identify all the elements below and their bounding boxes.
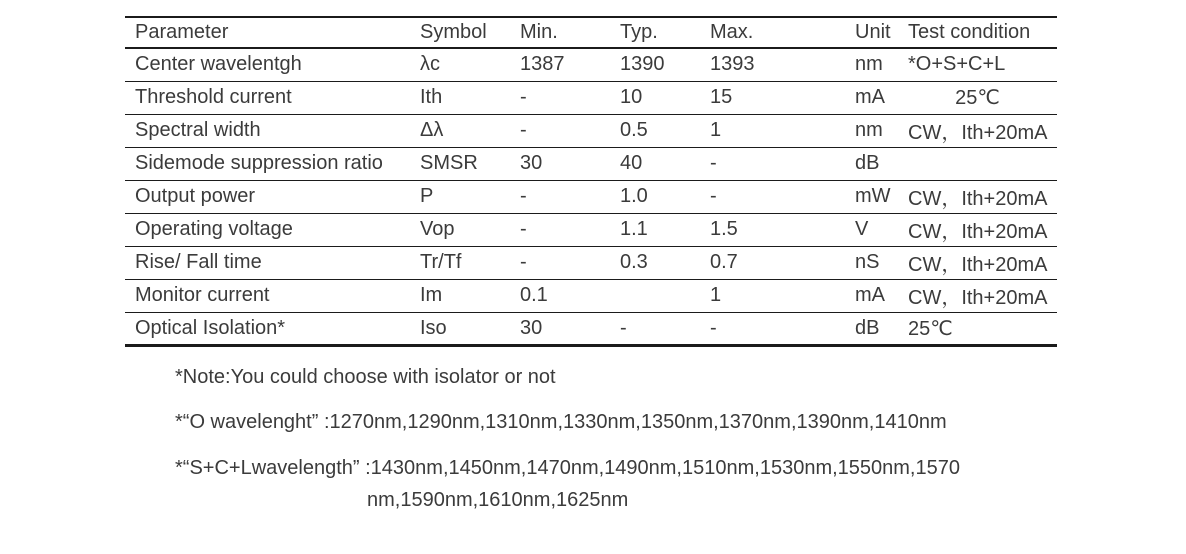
cell-unit: nm (845, 114, 898, 147)
col-header-parameter: Parameter (125, 17, 410, 48)
cell-max: 15 (700, 81, 845, 114)
cell-unit: dB (845, 147, 898, 180)
cell-parameter: Output power (125, 180, 410, 213)
cell-test-condition: *O+S+C+L (898, 48, 1057, 81)
cell-min: - (510, 114, 610, 147)
cell-typ: 0.3 (610, 246, 700, 279)
col-header-min: Min. (510, 17, 610, 48)
cell-max: - (700, 312, 845, 345)
note-isolator: *Note:You could choose with isolator or not (175, 366, 556, 388)
cell-parameter: Threshold current (125, 81, 410, 114)
cell-max: 1 (700, 114, 845, 147)
cell-parameter: Spectral width (125, 114, 410, 147)
cell-symbol: Δλ (410, 114, 510, 147)
cell-min: - (510, 246, 610, 279)
cell-typ: 10 (610, 81, 700, 114)
cell-test-condition: 25℃ (898, 81, 1057, 114)
table-row (125, 312, 1057, 345)
cell-symbol: Im (410, 279, 510, 312)
cell-parameter: Rise/ Fall time (125, 246, 410, 279)
cell-unit: mW (845, 180, 898, 213)
cell-parameter: Optical Isolation* (125, 312, 410, 345)
col-header-unit: Unit (845, 17, 898, 48)
cell-symbol: P (410, 180, 510, 213)
col-header-symbol: Symbol (410, 17, 510, 48)
cell-max: 1.5 (700, 213, 845, 246)
cell-unit: mA (845, 81, 898, 114)
cell-symbol: Vop (410, 213, 510, 246)
spec-table (125, 16, 1057, 347)
cell-max: 1393 (700, 48, 845, 81)
table-row (125, 180, 1057, 213)
cell-typ: 1390 (610, 48, 700, 81)
note-o-wavelength: *“O wavelenght” :1270nm,1290nm,1310nm,1330nm,1350nm,1370nm,1390nm,1410nm (175, 411, 947, 433)
note-scl-wavelength: *“S+C+Lwavelength” :1430nm,1450nm,1470nm,1490nm,1510nm,1530nm,1550nm,1570 (175, 457, 960, 479)
cell-test-condition: CW，Ith+20mA (898, 246, 1057, 279)
table-row (125, 246, 1057, 279)
cell-unit: V (845, 213, 898, 246)
table-row (125, 114, 1057, 147)
cell-symbol: Ith (410, 81, 510, 114)
cell-test-condition: 25℃ (898, 312, 1057, 345)
col-header-test-condition: Test condition (898, 17, 1057, 48)
cell-max: - (700, 147, 845, 180)
cell-symbol: Iso (410, 312, 510, 345)
cell-unit: nm (845, 48, 898, 81)
cell-max: 1 (700, 279, 845, 312)
table-row (125, 81, 1057, 114)
cell-typ: - (610, 312, 700, 345)
table-header-row (125, 17, 1057, 48)
cell-typ: 0.5 (610, 114, 700, 147)
cell-min: - (510, 213, 610, 246)
cell-max: - (700, 180, 845, 213)
spec-table-body (125, 48, 1057, 345)
cell-test-condition: CW，Ith+20mA (898, 279, 1057, 312)
cell-parameter: Center wavelentgh (125, 48, 410, 81)
cell-symbol: Tr/Tf (410, 246, 510, 279)
col-header-typ: Typ. (610, 17, 700, 48)
cell-min: 30 (510, 147, 610, 180)
cell-parameter: Monitor current (125, 279, 410, 312)
cell-parameter: Sidemode suppression ratio (125, 147, 410, 180)
cell-test-condition: CW，Ith+20mA (898, 114, 1057, 147)
table-row (125, 147, 1057, 180)
cell-typ (610, 279, 700, 312)
cell-min: - (510, 180, 610, 213)
col-header-max: Max. (700, 17, 845, 48)
note-scl-wavelength-wrap: nm,1590nm,1610nm,1625nm (367, 489, 629, 511)
cell-unit: mA (845, 279, 898, 312)
cell-test-condition: CW，Ith+20mA (898, 213, 1057, 246)
cell-parameter: Operating voltage (125, 213, 410, 246)
cell-typ: 40 (610, 147, 700, 180)
cell-typ: 1.1 (610, 213, 700, 246)
cell-unit: dB (845, 312, 898, 345)
cell-symbol: SMSR (410, 147, 510, 180)
cell-min: 1387 (510, 48, 610, 81)
cell-min: 0.1 (510, 279, 610, 312)
table-row (125, 213, 1057, 246)
cell-test-condition (898, 147, 1057, 180)
table-row (125, 279, 1057, 312)
cell-test-condition: CW，Ith+20mA (898, 180, 1057, 213)
cell-symbol: λc (410, 48, 510, 81)
cell-min: - (510, 81, 610, 114)
table-row (125, 48, 1057, 81)
cell-typ: 1.0 (610, 180, 700, 213)
cell-unit: nS (845, 246, 898, 279)
cell-min: 30 (510, 312, 610, 345)
cell-max: 0.7 (700, 246, 845, 279)
